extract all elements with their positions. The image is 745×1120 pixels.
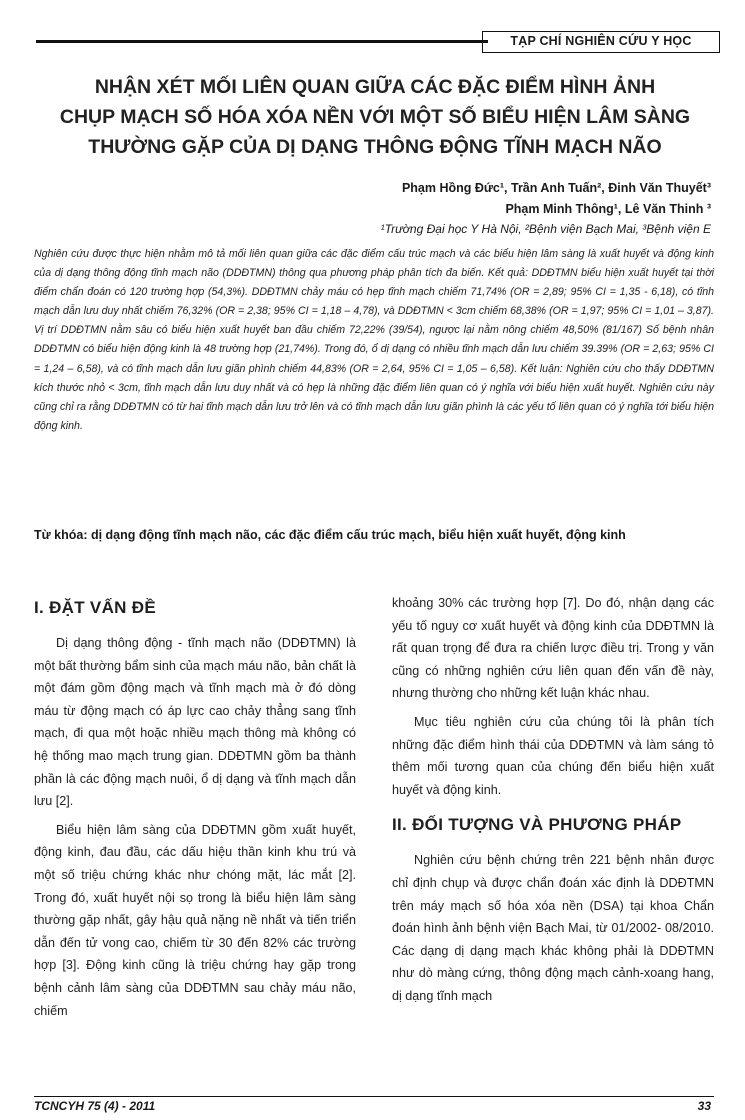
section-1-paragraph-3: khoảng 30% các trường hợp [7]. Do đó, nhận dạng các yếu tố nguy cơ xuất huyết và động kinh của DDĐTMN là rất quan trọng để đưa ra chiến lược điều trị. Trong y văn cũng có những nghiên cứu liên quan đến vấn đề này, nhưng thường cho những kết luận khác nhau. (392, 596, 714, 701)
section-2-paragraph-1: Nghiên cứu bệnh chứng trên 221 bệnh nhân được chỉ định chụp và được chẩn đoán xác định là DDĐTMN trên máy mạch số hóa xóa nền (DSA) tại khoa Chẩn đoán hình ảnh bệnh viện Bạch Mai, từ 01/2002- 08/2010. Các dạng dị dạng mạch khác không phải là DDĐTMN như dò màng cứng, thông động mạch cảnh-xoang hang, dị dạng tĩnh mạch (392, 853, 714, 1003)
page-number: 33 (697, 1099, 711, 1113)
title-line-1: NHẬN XÉT MỐI LIÊN QUAN GIỮA CÁC ĐẶC ĐIỂM HÌNH ẢNH (94, 76, 656, 98)
title-line-2: CHỤP MẠCH SỐ HÓA XÓA NỀN VỚI MỘT SỐ BIỂU HIỆN LÂM SÀNG (59, 106, 691, 128)
footer-rule (34, 1096, 714, 1097)
journal-name: TẠP CHÍ NGHIÊN CỨU Y HỌC (482, 31, 720, 53)
journal-issue: TCNCYH 75 (4) - 2011 (34, 1099, 156, 1113)
keywords: Từ khóa: dị dạng động tĩnh mạch não, các đặc điểm cấu trúc mạch, biểu hiện xuất huyết, động kinh (34, 528, 626, 542)
title-line-3: THƯỜNG GẶP CỦA DỊ DẠNG THÔNG ĐỘNG TĨNH MẠCH NÃO (88, 136, 662, 158)
left-column (34, 596, 356, 1028)
section-2-heading: II. ĐỐI TƯỢNG VÀ PHƯƠNG PHÁP (392, 815, 682, 835)
section-1-paragraph-2: Biểu hiện lâm sàng của DDĐTMN gồm xuất huyết, động kinh, đau đầu, các dấu hiệu thần kinh khu trú và một số triệu chứng khác như chóng mặt, lác mắt [2]. Trong đó, xuất huyết nội sọ trong là biểu hiện lâm sàng thường gặp nhất, gây hậu quả nặng nề nhất và tiến triển dẫn đến tử vong cao, chiếm từ 30 đến 82% các trường hợp [3]. Động kinh cũng là triệu chứng hay gặp trong bệnh cảnh lâm sàng của DDĐTMN sau chảy máu não, chiếm (34, 822, 356, 1018)
right-column (392, 592, 714, 1014)
affiliations: ¹Trường Đại học Y Hà Nội, ²Bệnh viện Bạch Mai, ³Bệnh viện E (380, 222, 711, 236)
section-1-paragraph-4: Mục tiêu nghiên cứu của chúng tôi là phân tích những đặc điểm hình thái của DDĐTMN và làm sáng tỏ thêm mối tương quan của chúng đến biểu hiện xuất huyết và động kinh. (392, 714, 714, 797)
article-title (40, 72, 710, 162)
authors-line-2: Phạm Minh Thông¹, Lê Văn Thinh ³ (505, 202, 711, 216)
header-rule (36, 40, 488, 43)
authors-line-1: Phạm Hồng Đức¹, Trần Anh Tuấn², Đinh Văn Thuyết³ (401, 181, 711, 195)
section-1-paragraph-1: Dị dạng thông động - tĩnh mạch não (DDĐTMN) là một bất thường bẩm sinh của mạch máu não, bản chất là một đám gồm động mạch và tĩnh mạch mà ở đó dòng máu từ động mạch có áp lực cao chảy thẳng sang tĩnh mạch, đi qua một hoặc nhiều mạch thông mà không có hệ thống mao mạch trung gian. DDĐTMN gồm ba thành phần là các động mạch nuôi, ổ dị dạng và tĩnh mạch dẫn lưu [2]. (34, 636, 356, 809)
abstract: Nghiên cứu được thực hiện nhằm mô tả mối liên quan giữa các đặc điểm cấu trúc mạch và các biểu hiện lâm sàng là xuất huyết và động kinh của dị dạng thông động tĩnh mạch não (DDĐTMN) thông qua phương pháp phân tích đa biến. Kết quả: DDĐTMN biểu hiện xuất huyết tại thời điểm chẩn đoán có 120 trường hợp (54,3%). DDĐTMN chảy máu có hẹp tĩnh mạch chiếm 71,74% (OR = 2,89; 95% CI = 1,35 - 6,18), có tĩnh mạch dẫn lưu duy nhất chiếm 76,32% (OR = 2,38; 95% CI = 1,18 – 4,78), và DDĐTMN < 3cm chiếm 68,38% (OR = 1,97; 95% CI = 1,01 – 3,87). Vị trí DDĐTMN nằm sâu có biểu hiện xuất huyết ban đầu chiếm 72,22% (39/54), ngược lại nằm nông chiếm 48,50% (81/167) Số bệnh nhân DDĐTMN có biểu hiện động kinh là 48 trường hợp (21,74%). Trong đó, ổ dị dạng có nhiều tĩnh mạch dẫn lưu chiếm 39.39% (OR = 2,63; 95% CI = 1,24 – 6,58), và có tĩnh mạch dẫn lưu giãn phình chiếm 44,83% (OR = 2,64, 95% CI = 1,05 – 6,58). Kết luận: Nghiên cứu cho thấy DDĐTMN kích thước nhỏ < 3cm, tĩnh mạch dẫn lưu duy nhất và có hẹp là những đặc điểm liên quan có ý nghĩa với biểu hiện xuất huyết. Nghiên cứu này cũng chỉ ra rằng DDĐTMN có từ hai tĩnh mạch dẫn lưu trở lên và có tĩnh mạch dẫn lưu giãn phình là các yếu tố liên quan có ý nghĩa tới biểu hiện động kinh. (34, 248, 714, 432)
section-1-heading: I. ĐẶT VẤN ĐỀ (34, 598, 156, 617)
